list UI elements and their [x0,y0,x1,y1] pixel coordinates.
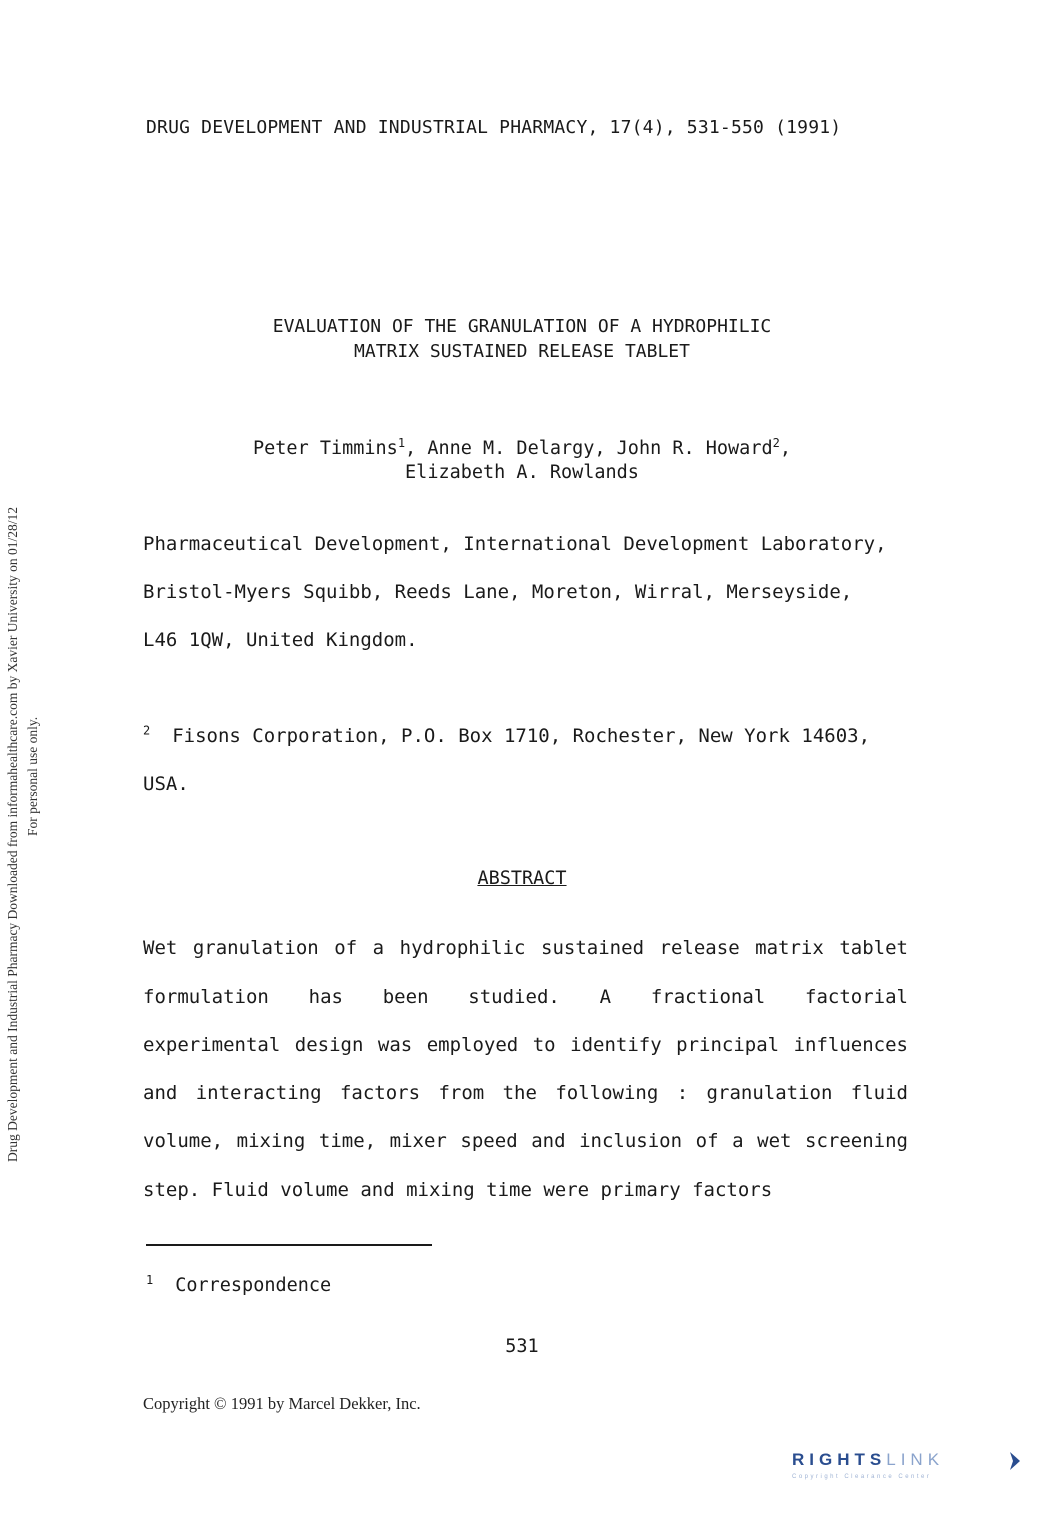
footnote-mark: 1 [146,1273,154,1287]
authors-line-2: Elizabeth A. Rowlands [405,462,639,483]
rightslink-subtitle: Copyright Clearance Center [792,1474,932,1480]
authors-tail: , [779,438,791,459]
footnote-text: Correspondence [175,1275,332,1297]
abstract-line-4: and interacting factors from the following : granulation fluid [143,1082,908,1104]
abstract-line-6: step. Fluid volume and mixing time were primary factors [143,1179,773,1201]
authors-middle: , Anne M. Delargy, John R. Howard [405,438,773,459]
footnote [146,1273,331,1296]
abstract-line-3: experimental design was employed to identify principal influences [143,1034,908,1056]
affiliation2-line-1 [143,724,870,748]
authors-line-1 [0,435,1044,459]
title-line-2: MATRIX SUSTAINED RELEASE TABLET [354,341,690,362]
abstract-line-5: volume, mixing time, mixer speed and inclusion of a wet screening [143,1130,908,1152]
watermark-line-2: For personal use only. [25,716,40,836]
abstract-line-1: Wet granulation of a hydrophilic sustained release matrix tablet [143,937,908,959]
rightslink-logo[interactable] [792,1450,1024,1490]
author-timmins: Peter Timmins [253,438,398,459]
affiliation2-line-2: USA. [143,773,189,795]
affiliation-line-3: L46 1QW, United Kingdom. [143,629,418,651]
affiliation2-mark: 2 [143,723,151,738]
author-mark-2: 2 [772,435,780,450]
affiliation-line-2: Bristol-Myers Squibb, Reeds Lane, Moreton, Wirral, Merseyside, [143,581,853,603]
chevron-right-icon [1008,1450,1022,1472]
rightslink-light: LINK [886,1450,945,1469]
affiliation-line-1: Pharmaceutical Development, International Development Laboratory, [143,533,887,555]
abstract-heading: ABSTRACT [477,868,567,889]
title-line-1: EVALUATION OF THE GRANULATION OF A HYDROPHILIC [272,316,772,337]
abstract-line-2: formulation has been studied. A fractional factorial [143,986,908,1008]
watermark-line-1: Drug Development and Industrial Pharmacy Downloaded from informahealthcare.com by Xavier University on 01/28/12 [5,507,20,1162]
affiliation2-text: Fisons Corporation, P.O. Box 1710, Rochester, New York 14603, [172,725,871,747]
rightslink-wordmark [792,1450,944,1470]
rightslink-main: RIGHTS [792,1450,887,1469]
author-mark-1: 1 [397,435,406,450]
page-number: 531 [505,1336,539,1357]
copyright-line: Copyright © 1991 by Marcel Dekker, Inc. [143,1394,421,1413]
footnote-rule [146,1244,432,1246]
journal-header: DRUG DEVELOPMENT AND INDUSTRIAL PHARMACY, 17(4), 531-550 (1991) [146,117,842,138]
